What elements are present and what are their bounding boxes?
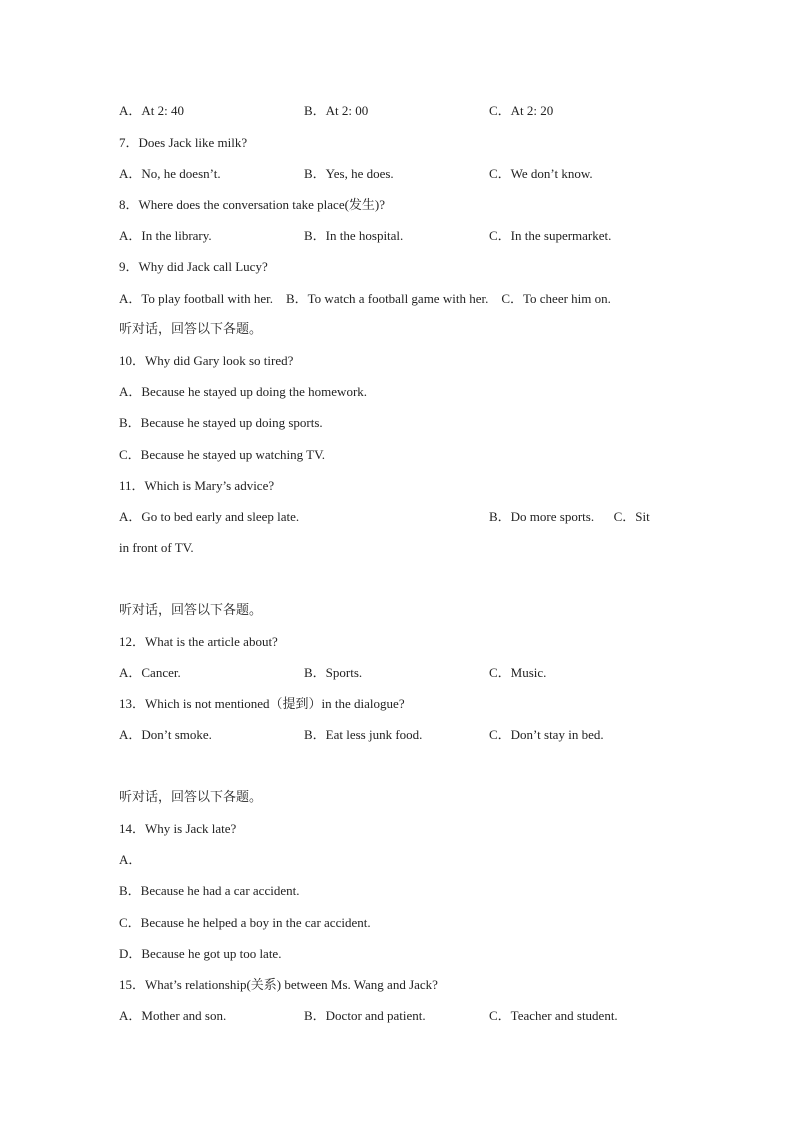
q11-options-row xyxy=(119,507,664,527)
option-c: C．At 2: 20 xyxy=(489,103,554,118)
question-12: 12．What is the article about? xyxy=(119,634,278,649)
option-a: A．No, he doesn’t. xyxy=(119,166,221,181)
section-heading: 听对话，回答以下各题。 xyxy=(119,322,263,337)
question-10: 10．Why did Gary look so tired? xyxy=(119,353,294,368)
q14-option-a: A． xyxy=(119,852,142,867)
q9-options-row: A．To play football with her. B．To watch a football game with her. C．To cheer him on. xyxy=(119,291,611,306)
section-heading: 听对话，回答以下各题。 xyxy=(119,603,263,618)
option-b: B．Sports. xyxy=(304,665,363,680)
q10-option-c: C．Because he stayed up watching TV. xyxy=(119,447,326,462)
q14-option-c: C．Because he helped a boy in the car accident. xyxy=(119,915,371,930)
option-a: A．Cancer. xyxy=(119,665,181,680)
option-b: B．Doctor and patient. xyxy=(304,1008,426,1023)
option-c: C．We don’t know. xyxy=(489,166,593,181)
option-c: C．Don’t stay in bed. xyxy=(489,727,604,742)
q11-option-c-continued: in front of TV. xyxy=(119,540,194,555)
section-heading: 听对话，回答以下各题。 xyxy=(119,790,263,805)
question-9: 9．Why did Jack call Lucy? xyxy=(119,259,268,274)
option-a: A．Don’t smoke. xyxy=(119,727,212,742)
q10-option-b: B．Because he stayed up doing sports. xyxy=(119,415,323,430)
question-11: 11．Which is Mary’s advice? xyxy=(119,478,275,493)
option-b-c: B．Do more sports. C．Sit xyxy=(489,509,650,524)
question-7: 7．Does Jack like milk? xyxy=(119,135,248,150)
option-a: A．Go to bed early and sleep late. xyxy=(119,509,300,524)
option-b: B．In the hospital. xyxy=(304,228,404,243)
option-b: B．At 2: 00 xyxy=(304,103,369,118)
q10-option-a: A．Because he stayed up doing the homework. xyxy=(119,384,368,399)
question-13: 13．Which is not mentioned（提到）in the dialogue? xyxy=(119,696,405,711)
option-a: A．At 2: 40 xyxy=(119,103,185,118)
option-c: C．Teacher and student. xyxy=(489,1008,618,1023)
question-15: 15．What’s relationship(关系) between Ms. Wang and Jack? xyxy=(119,977,438,992)
option-a: A．In the library. xyxy=(119,228,212,243)
question-8: 8．Where does the conversation take place(发生)? xyxy=(119,197,386,212)
question-14: 14．Why is Jack late? xyxy=(119,821,237,836)
option-a: A．Mother and son. xyxy=(119,1008,227,1023)
q14-option-d: D．Because he got up too late. xyxy=(119,946,282,961)
option-c: C．In the supermarket. xyxy=(489,228,612,243)
option-b: B．Yes, he does. xyxy=(304,166,394,181)
q14-option-b: B．Because he had a car accident. xyxy=(119,883,300,898)
option-c: C．Music. xyxy=(489,665,547,680)
option-b: B．Eat less junk food. xyxy=(304,727,423,742)
